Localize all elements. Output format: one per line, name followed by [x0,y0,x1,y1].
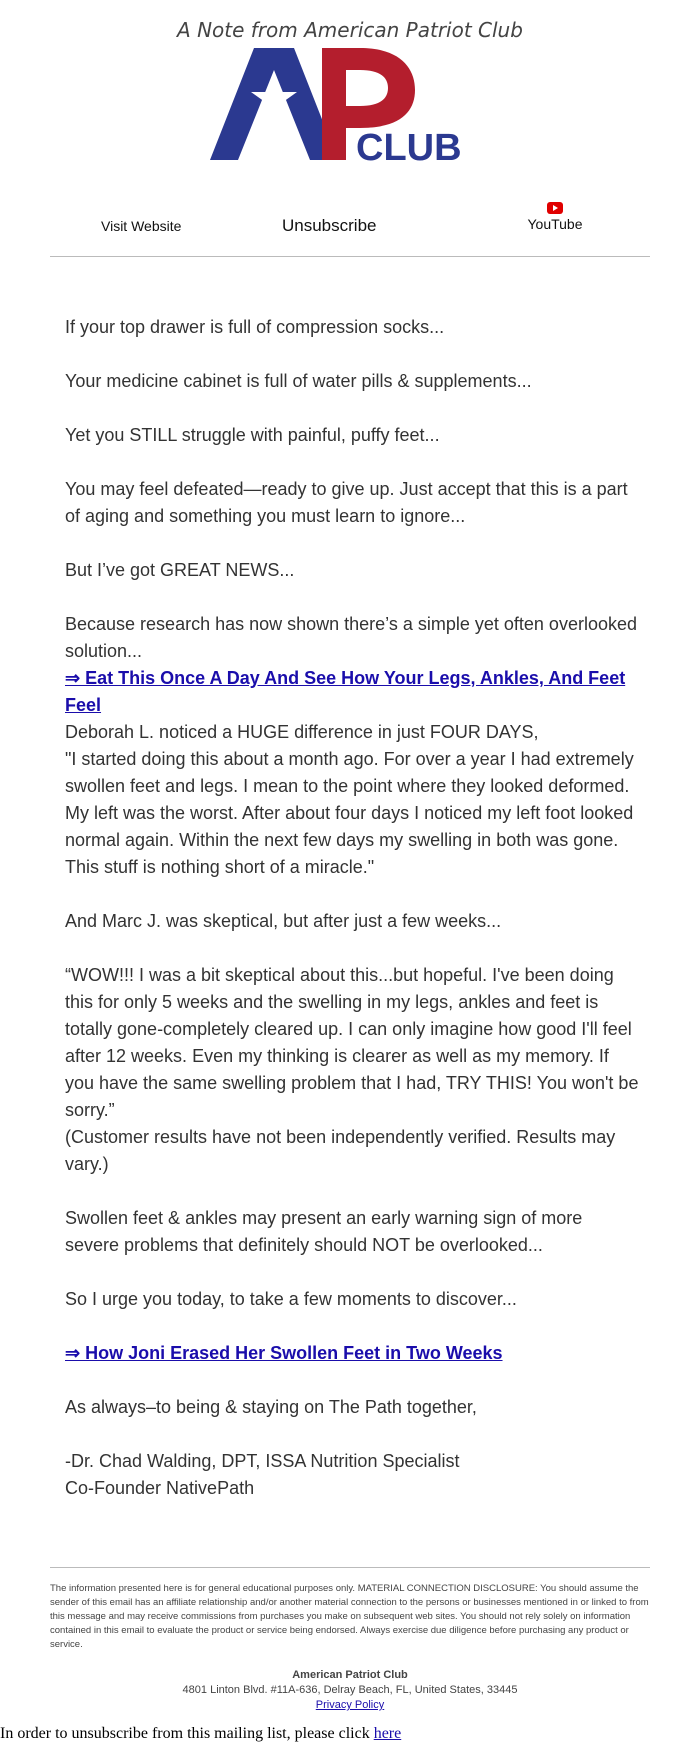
unsubscribe-notice-text: In order to unsubscribe from this mailing list, please click [0,1725,374,1742]
visit-website-link[interactable]: Visit Website [101,218,182,234]
header-divider [50,256,650,257]
material-disclosure: The information presented here is for general educational purposes only. MATERIAL CONNECTION DISCLOSURE: You should assume the sender of this email has an affiliate relationship and/or another material connection to the persons or businesses mentioned in or linked to from this message and may receive commissions from purchases you make on subsequent web sites. You should not rely solely on information contained in this email to evaluate the product or service being endorsed. Always exercise due diligence before purchasing any product or service. [50,1583,649,1650]
joni-swollen-feet-link[interactable]: ⇒ How Joni Erased Her Swollen Feet in Two Weeks [65,1343,503,1363]
email-body [65,314,640,1502]
body-paragraph: As always–to being & staying on The Path together, [65,1397,477,1417]
youtube-link[interactable] [520,198,590,232]
footer-divider [50,1567,650,1568]
privacy-policy-link[interactable]: Privacy Policy [315,1699,385,1711]
signature-title: Co-Founder NativePath [65,1478,255,1498]
youtube-label: YouTube [527,216,583,232]
eat-this-once-link[interactable]: ⇒ Eat This Once A Day And See How Your Legs, Ankles, And Feet Feel [65,668,626,715]
testimonial-marc: “WOW!!! I was a bit skeptical about this...but hopeful. I've been doing this for only 5 weeks and the swelling in my legs, ankles and feet is totally gone-completely cleared up. I can only imagine how good I'll feel after 12 weeks. Even my thinking is clearer as well as my memory. If you have the same swelling problem that I had, TRY THIS! You won't be sorry.” [65,965,639,1120]
footer-address: 4801 Linton Blvd. #11A-636, Delray Beach, FL, United States, 33445 [182,1684,518,1696]
body-paragraph: If your top drawer is full of compression socks... [65,317,445,337]
body-paragraph: Deborah L. noticed a HUGE difference in just FOUR DAYS, [65,722,539,742]
testimonial-deborah: "I started doing this about a month ago. For over a year I had extremely swollen feet and legs. I mean to the point where they looked deformed. My left was the worst. After about four days I noticed my left foot looked normal again. Within the next few days my swelling in both was gone. This stuff is nothing short of a miracle." [65,749,634,877]
youtube-icon [547,202,563,214]
body-paragraph: Yet you STILL struggle with painful, puffy feet... [65,425,440,445]
unsubscribe-here-link[interactable]: here [373,1725,402,1742]
footer-company: American Patriot Club [292,1669,408,1681]
header-note: A Note from American Patriot Club [177,18,523,42]
body-paragraph: But I’ve got GREAT NEWS... [65,560,295,580]
body-paragraph: Swollen feet & ankles may present an early warning sign of more severe problems that definitely should NOT be overlooked... [65,1208,583,1255]
body-paragraph: Your medicine cabinet is full of water pills & supplements... [65,371,532,391]
body-paragraph: So I urge you today, to take a few moments to discover... [65,1289,517,1309]
american-patriot-club-logo [210,48,495,183]
body-paragraph: And Marc J. was skeptical, but after just a few weeks... [65,911,502,931]
header-nav [50,198,650,248]
footer [0,1668,700,1713]
body-paragraph: Because research has now shown there’s a simple yet often overlooked solution... [65,614,637,661]
body-paragraph: You may feel defeated—ready to give up. Just accept that this is a part of aging and something you must learn to ignore... [65,479,628,526]
unsubscribe-notice [0,1725,401,1743]
results-disclaimer: (Customer results have not been independently verified. Results may vary.) [65,1127,616,1174]
unsubscribe-link[interactable]: Unsubscribe [282,216,377,235]
logo-club-text: CLUB [356,127,462,169]
signature-line: -Dr. Chad Walding, DPT, ISSA Nutrition Specialist [65,1451,460,1471]
